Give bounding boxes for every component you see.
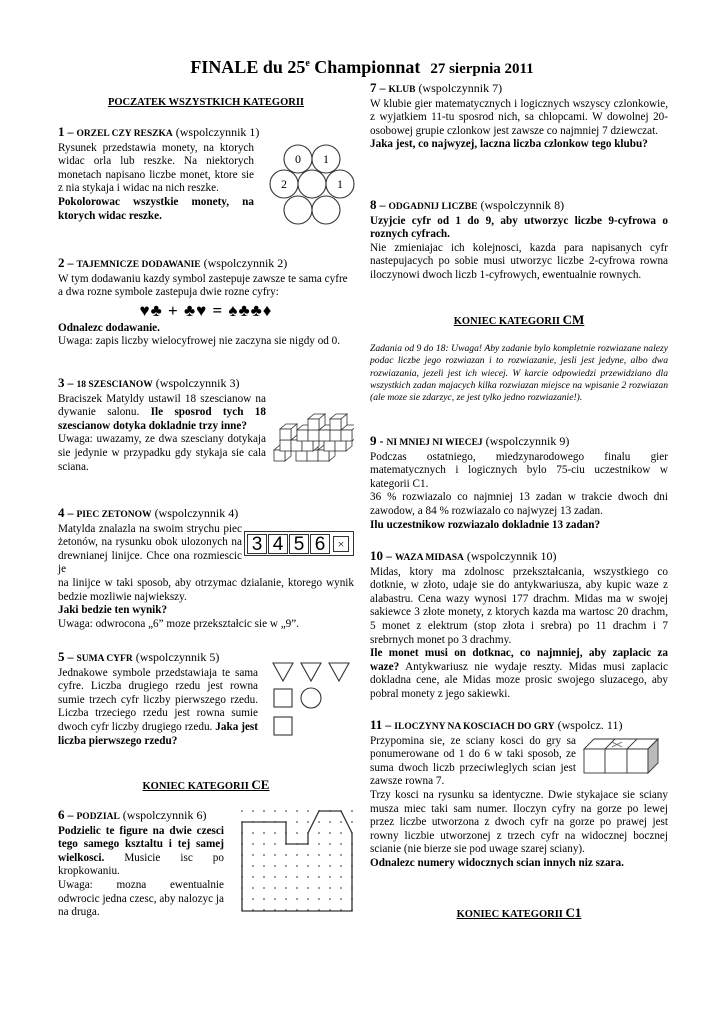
problem-5-task: Jaka jest liczba pierwszego rzedu?: [58, 720, 258, 747]
coin-icon: [298, 170, 326, 198]
problem-8: [370, 198, 668, 283]
grid-dot: [307, 898, 309, 900]
grid-dot: [263, 876, 265, 878]
grid-dot: [252, 832, 254, 834]
problem-9: 9 - NI MNIEJ NI WIECEJ (wspolczynnik 9) Podczas ostatniego, miedzynarodowego finalu gier matematycznych i logicznych bylo 75-ciu uczestnikow w kategorii C1. 36 % rozwiazalo co najmniej 13 zadan w trakcie dwoch dni zawodow, a 84 % rozwiazalo co najwyzej 13 zadan. Ilu uczestnikow rozwiazalo dokladnie 13 zadan?: [370, 433, 668, 531]
problem-4: 4 – PIEC ZETONOW (wspolczynnik 4) Matylda znalazla na swoim strychu piec żetonów, na rysunku obok ulozonych na drewnianej linijce. Chce ona rozmiescic je na linijce w taki sposob, aby otrzymac dzialanie, ktorego wynik bedzie mozliwie najwiekszy. Jaki bedzie ten wynik? Uwaga: odwrocona „6” moze przekształcic sie w „9”.: [58, 505, 354, 630]
grid-dot: [285, 887, 287, 889]
problem-2-task: Odnalezc dodawanie.: [58, 321, 160, 334]
dotted-shape-figure: [236, 805, 354, 917]
grid-dot: [340, 832, 342, 834]
ruler-with-tokens: [244, 531, 354, 556]
coins-figure: [267, 144, 357, 232]
coin-label: 1: [323, 152, 329, 166]
grid-dot: [340, 898, 342, 900]
problem-6-task: Podzielic te figure na dwie czesci tego samego ksztaltu i tej samej wielkosci.: [58, 824, 224, 864]
header-start: POCZATEK WSZYSTKICH KATEGORII: [107, 97, 305, 108]
grid-dot: [307, 810, 309, 812]
grid-dot: [329, 876, 331, 878]
grid-dot: [318, 898, 320, 900]
problem-7-text: W klubie gier matematycznych i logicznych wszyscy czlonkowie, z wyjatkiem 11-tu sposrod nich, sa chlopcami. W dowolnej 20-osobowej grupie czlonkow jest zawsze co najmniej 7 dziewczat.: [370, 97, 668, 137]
problem-11-task: Odnalezc numery widocznych scian innych niz szara.: [370, 856, 624, 869]
grid-dot: [263, 810, 265, 812]
contest-date: 27 sierpnia 2011: [430, 61, 534, 77]
grid-dot: [296, 821, 298, 823]
grid-dot: [340, 876, 342, 878]
grid-dot: [340, 854, 342, 856]
grid-dot: [340, 865, 342, 867]
token-tile: 4: [268, 534, 288, 554]
problem-11-heading: 11 – ILOCZYNY NA KOSCIACH DO GRY (wspolcz. 11): [370, 717, 623, 732]
grid-dot: [318, 843, 320, 845]
grid-dot: [307, 876, 309, 878]
problem-8-heading: 8 – ODGADNIJ LICZBE (wspolczynnik 8): [370, 197, 565, 212]
problem-7: [370, 81, 668, 152]
grid-dot: [274, 843, 276, 845]
grid-dot: [274, 876, 276, 878]
problem-4-task: Jaki bedzie ten wynik?: [58, 604, 168, 617]
token-tile: 6: [310, 534, 330, 554]
die-icon: [605, 749, 627, 773]
grid-dot: [318, 865, 320, 867]
grid-dot: [351, 810, 353, 812]
grid-dot: [241, 810, 243, 812]
square-icon: [274, 717, 292, 735]
problem-5-heading: 5 – SUMA CYFR (wspolczynnik 5): [58, 649, 220, 664]
grid-dot: [351, 821, 353, 823]
grid-dot: [263, 832, 265, 834]
problem-2: [58, 256, 354, 349]
grid-dot: [318, 832, 320, 834]
problem-8-text: Nie zmieniajac ich kolejnosci, kazda para napisanych cyfr nastepujacych po sobie musi utworzyc liczbe 2-cyfrowa rowna iloczynowi dwoch liczb 1-cyfrowych, ewentualnie rownych.: [370, 241, 668, 281]
coin-icon: [284, 196, 312, 224]
grid-dot: [263, 843, 265, 845]
grid-dot: [329, 832, 331, 834]
header-end-c1: KONIEC KATEGORII C1: [456, 905, 582, 920]
problem-9-heading: 9 - NI MNIEJ NI WIECEJ (wspolczynnik 9): [370, 433, 570, 448]
coin-label: 1: [337, 177, 343, 191]
problem-3-heading: 3 – 18 SZESCIANOW (wspolczynnik 3): [58, 375, 240, 390]
grid-dot: [252, 810, 254, 812]
problem-6-heading: 6 – PODZIAL (wspolczynnik 6): [58, 807, 207, 822]
problem-2-note: Uwaga: zapis liczby wielocyfrowej nie zaczyna sie nigdy od 0.: [58, 335, 341, 348]
grid-dot: [329, 865, 331, 867]
grid-dot: [329, 887, 331, 889]
grid-dot: [340, 887, 342, 889]
grid-dot: [274, 887, 276, 889]
grid-dot: [274, 832, 276, 834]
problem-7-heading: 7 – KLUB (wspolczynnik 7): [370, 80, 503, 95]
cube-icon: [280, 424, 297, 440]
problem-10-task: Ile monet musi on dotknac, co najmniej, aby zaplacic za waze?: [370, 647, 668, 673]
problem-4-note: Uwaga: odwrocona „6” moze przekształcic sie w „9”.: [58, 617, 300, 630]
problem-9-task: Ilu uczestnikow rozwiazalo dokladnie 13 zadan?: [370, 518, 601, 531]
cubes-figure: [270, 398, 354, 468]
grid-dot: [307, 887, 309, 889]
polyomino-shape: [242, 811, 352, 911]
problem-5: 5 – SUMA CYFR (wspolczynnik 5) Jednakowe symbole przedstawiaja te sama cyfre. Liczba drugiego rzedu jest rowna sumie trzech cyfr liczby pierwszego rzedu. Liczba trzeciego rzedu jest rowna sumie dwoch cyfr liczby drugiego rzedu. Jaka jest liczba pierwszego rzedu?: [58, 650, 354, 748]
grid-dot: [307, 865, 309, 867]
cube-icon: [308, 414, 325, 430]
suits-equation: ♥♣ + ♣♥ = ♠♣♣♦: [139, 300, 273, 320]
grid-dot: [296, 887, 298, 889]
grid-dot: [318, 887, 320, 889]
grid-dot: [285, 854, 287, 856]
grid-dot: [296, 898, 298, 900]
problem-6-note: Uwaga: mozna ewentualnie odwrocic jedna czesc, aby nalozyc ja na druga.: [58, 878, 224, 919]
grid-dot: [296, 876, 298, 878]
grid-dot: [285, 898, 287, 900]
grid-dot: [263, 887, 265, 889]
problem-3: 3 – 18 SZESCIANOW (wspolczynnik 3) Braciszek Matyldy ustawil 18 szescianow na dywanie salonu. Ile sposrod tych 18 szescianow dotyka dokladnie trzy inne? Uwaga: uwazamy, ze dwa szesciany dotykaja sie jedynie w przypadku gdy stykaja sie cala sciana.: [58, 376, 354, 474]
coin-label: 0: [295, 152, 301, 166]
grid-dot: [307, 821, 309, 823]
header-end-cm: KONIEC KATEGORII CM: [453, 312, 585, 327]
square-icon: [274, 689, 292, 707]
grid-dot: [285, 865, 287, 867]
problem-11: 11 – ILOCZYNY NA KOSCIACH DO GRY (wspolcz. 11) Przypomina sie, ze sciany kosci do gry sa ponumerowane od 1 do 6 w taki sposob, ze suma dwoch liczb przeciwleglych scian jest zawsze rowna 7. Trzy kosci na rysunku sa identyczne. Dwie stykajace sie sciany musza miec taki sam numer. Iloczyn cyfry na gorze po lewej przez liczbe utworzona z dwoch cyfr na gorze po prawej jest rowny liczbie utworzonej z trzech cyfr na widocznej bocznej scianie (nie bierze sie pod uwage szarej sciany). Odnalezc numery widocznych scian innych niz szara.: [370, 717, 668, 869]
grid-dot: [252, 865, 254, 867]
grid-dot: [274, 854, 276, 856]
problem-2-heading: 2 – TAJEMNICZE DODAWANIE (wspolczynnik 2): [58, 255, 288, 270]
circle-icon: [301, 688, 321, 708]
grid-dot: [252, 887, 254, 889]
grid-dot: [263, 854, 265, 856]
grid-dot: [296, 854, 298, 856]
token-tile: 5: [289, 534, 309, 554]
problem-1-task: Pokolorowac wszystkie monety, na ktorych widac reszke.: [58, 195, 254, 222]
grid-dot: [329, 821, 331, 823]
grid-dot: [274, 810, 276, 812]
problem-3-task: Ile sposrod tych 18 szescianow dotyka dokladnie trzy inne?: [58, 406, 266, 432]
grid-dot: [307, 854, 309, 856]
grid-dot: [318, 876, 320, 878]
grid-dot: [329, 898, 331, 900]
problem-1-text: Rysunek przedstawia monety, na ktorych widac orla lub reszke. Na niektorych monetach napisano liczbe monet, ktore sie z nia stykaja i widac na nich reszke.: [58, 141, 254, 195]
grid-dot: [296, 865, 298, 867]
page-title: FINALE du 25e Championnat 27 sierpnia 2011: [190, 57, 534, 77]
grid-dot: [296, 810, 298, 812]
grid-dot: [329, 843, 331, 845]
grid-dot: [329, 854, 331, 856]
grid-dot: [252, 843, 254, 845]
cube-stack-icon: [274, 414, 354, 461]
problem-10-heading: 10 – WAZA MIDASA (wspolczynnik 10): [370, 548, 557, 563]
grid-dot: [274, 865, 276, 867]
grid-dot: [296, 832, 298, 834]
cube-icon: [330, 414, 347, 430]
problem-1-heading: 1 – ORZEL CZY RESZKA (wspolczynnik 1): [58, 124, 260, 139]
header-end-ce: KONIEC KATEGORII CE: [142, 777, 270, 792]
dice-figure: [582, 737, 668, 777]
problem-6: 6 – PODZIAL (wspolczynnik 6) Podzielic te figure na dwie czesci tego samego ksztaltu i tej samej wielkosci. Musicie isc po kropkowaniu. Uwaga: mozna ewentualnie odwrocic jedna czesc, aby nalozyc ja na druga.: [58, 808, 354, 920]
multiply-token: ×: [333, 536, 349, 552]
problem-3-note: Uwaga: uwazamy, ze dwa szesciany dotykaja sie jedynie w przypadku gdy stykaja sie cala sciana.: [58, 433, 266, 473]
grid-dot: [252, 876, 254, 878]
coin-label: 2: [281, 177, 287, 191]
grid-dot: [252, 898, 254, 900]
triangle-icon: [273, 663, 293, 681]
scoring-note: Zadania od 9 do 18: Uwaga! Aby zadanie bylo kompletnie rozwiazane nalezy podac liczbe jego rozwiazan i to rozwiazanie, jesli jest jedyne, albo dwa rozwiazania, jezeli jest ich wiecej. W karcie odpowiedzi przewidziano dla wszystkich zadan majacych kilka rozwiazan miejsce na wpisanie 2 rozwiazan (ale moze sie zdarzyc, ze jest tylko jedno rozwiazanie!).: [370, 343, 668, 404]
grid-dot: [274, 898, 276, 900]
triangle-icon: [301, 663, 321, 681]
problem-4-heading: 4 – PIEC ZETONOW (wspolczynnik 4): [58, 505, 239, 520]
problem-8-task: Uzyjcie cyfr od 1 do 9, aby utworzyc liczbe 9-cyfrowa o roznych cyfrach.: [370, 214, 668, 241]
die-top-face: [584, 739, 658, 749]
grid-dot: [263, 865, 265, 867]
grid-dot: [318, 821, 320, 823]
grid-dot: [263, 898, 265, 900]
grid-dot: [252, 854, 254, 856]
symbols-figure: [271, 661, 355, 741]
die-icon: [584, 749, 605, 773]
triangle-icon: [329, 663, 349, 681]
grid-dot: [318, 854, 320, 856]
grid-dot: [340, 821, 342, 823]
grid-dot: [285, 876, 287, 878]
grid-dot: [340, 843, 342, 845]
token-tile: 3: [247, 534, 267, 554]
problem-2-text: W tym dodawaniu kazdy symbol zastepuje zawsze te sama cyfre a dwa rozne symbole zastepuja dwie rozne cyfry:: [58, 272, 348, 299]
coin-icon: [312, 196, 340, 224]
grid-dot: [285, 810, 287, 812]
die-icon: [627, 749, 648, 773]
problem-7-task: Jaka jest, co najwyzej, laczna liczba czlonkow tego klubu?: [370, 138, 648, 151]
problem-10: 10 – WAZA MIDASA (wspolczynnik 10) Midas, ktory ma zdolnosc przekształcania, wszystkiego co dotknie, w złoto, udaje sie do antykwariusza, aby kupic waze z alabastru. Cena wazy wynosi 177 drachm. Midas ma w swojej sakiewce 3 złote monety, z ktorych kazda ma wartosc 20 drachm, 5 monet z elektrum (stop złota i srebra) po 11 drachm i 7 srebrnych monet po 3 drachmy. Ile monet musi on dotknac, co najmniej, aby zaplacic za waze? Antykwariusz nie wydaje reszty. Midas musi zaplacic dokladna cene, ale Midas moze prosic swojego sluzacego, aby pobral monety z jego sakiewki.: [370, 548, 668, 700]
